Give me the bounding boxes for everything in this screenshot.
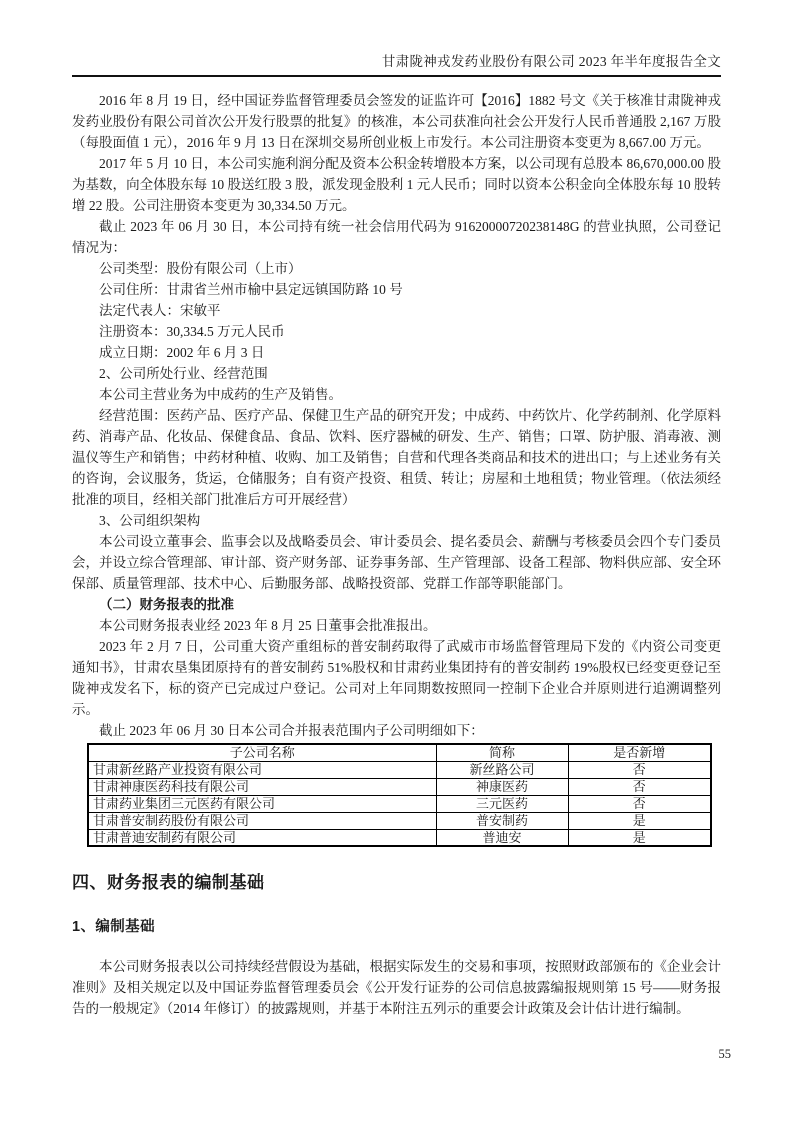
paragraph-restructuring: 2023 年 2 月 7 日，公司重大资产重组标的普安制药取得了武威市市场监督管理局下发的《内资公司变更通知书》，甘肃农垦集团原持有的普安制药 51%股权和甘肃药业集团持有的普安制药 19%股权已经变更登记至陇神戎发名下，标的资产已完成过户登记。公司对上年同期数按照同一控制下企业合并原则进行追溯调整列示。: [72, 639, 721, 717]
registration-item-founded: 成立日期：2002 年 6 月 3 日: [99, 345, 265, 360]
paragraph-dividend: 2017 年 5 月 10 日，本公司实施利润分配及资本公积金转增股本方案，以公司现有总股本 86,670,000.00 股为基数，向全体股东每 10 股送红股 3 股，派发现金股利 1 元人民币；同时以资本公积金向全体股东每 10 股转增 22 股。公司注册资本变更为 30,334.50 万元。: [72, 156, 721, 213]
registration-item-type: 公司类型：股份有限公司（上市）: [99, 261, 302, 276]
subsidiary-is-new: 是: [568, 812, 711, 829]
table-row: [88, 778, 711, 795]
header-divider: [72, 75, 721, 77]
subsidiary-short-name: 神康医药: [436, 778, 568, 795]
subsidiary-is-new: 是: [568, 829, 711, 846]
subsidiary-name: 甘肃普安制药股份有限公司: [88, 812, 436, 829]
page-number: 55: [718, 1047, 731, 1061]
paragraph-business-scope: 经营范围：医药产品、医疗产品、保健卫生产品的研究开发；中成药、中药饮片、化学药制剂、化学原料药、消毒产品、化妆品、保健食品、食品、饮料、医疗器械的研发、生产、销售；口罩、防护服、消毒液、测温仪等生产和销售；中药材种植、收购、加工及销售；自营和代理各类商品和技术的进出口；与上述业务有关的咨询，会议服务，货运，仓储服务；自有资产投资、租赁、转让；房屋和土地租赁；物业管理。（依法须经批准的项目，经相关部门批准后方可开展经营）: [72, 408, 721, 507]
table-row: [88, 829, 711, 846]
document-body: [72, 90, 721, 1019]
subsidiary-is-new: 否: [568, 778, 711, 795]
table-header-row: [88, 744, 711, 761]
registration-item-capital: 注册资本：30,334.5 万元人民币: [99, 324, 285, 339]
table-row: [88, 795, 711, 812]
registration-item-address: 公司住所：甘肃省兰州市榆中县定远镇国防路 10 号: [99, 282, 403, 297]
paragraph-preparation-basis: 本公司财务报表以公司持续经营假设为基础，根据实际发生的交易和事项，按照财政部颁布的《企业会计准则》及相关规定以及中国证券监督管理委员会《公开发行证券的公司信息披露编报规则第 15 号——财务报告的一般规定》（2014 年修订）的披露规则，并基于本附注五列示的重要会计政策及会计估计进行编制。: [72, 959, 721, 1016]
industry-section-heading: 2、公司所处行业、经营范围: [99, 366, 268, 381]
subsidiary-short-name: 三元医药: [436, 795, 568, 812]
org-section-heading: 3、公司组织架构: [99, 513, 201, 528]
paragraph-ipo: 2016 年 8 月 19 日，经中国证券监督管理委员会签发的证监许可【2016】1882 号文《关于核准甘肃陇神戎发药业股份有限公司首次公开发行股票的批复》的核准，本公司获准向社会公开发行人民币普通股 2,167 万股（每股面值 1 元），2016 年 9 月 13 日在深圳交易所创业板上市发行。本公司注册资本变更为 8,667.00 万元。: [72, 93, 721, 150]
subsidiaries-table: [87, 743, 712, 847]
paragraph-org-structure: 本公司设立董事会、监事会以及战略委员会、审计委员会、提名委员会、薪酬与考核委员会四个专门委员会，并设立综合管理部、审计部、资产财务部、证券事务部、生产管理部、设备工程部、物料供应部、安全环保部、质量管理部、技术中心、后勤服务部、战略投资部、党群工作部等职能部门。: [72, 534, 721, 591]
report-title: 甘肃陇神戎发药业股份有限公司 2023 年半年度报告全文: [381, 54, 721, 69]
subsidiary-short-name: 普安制药: [436, 812, 568, 829]
basis-subsection-heading: 1、编制基础: [72, 919, 155, 935]
paragraph-subsidiaries-intro: 截止 2023 年 06 月 30 日本公司合并报表范围内子公司明细如下：: [99, 723, 484, 738]
page-header: [72, 53, 721, 77]
paragraph-approval: 本公司财务报表业经 2023 年 8 月 25 日董事会批准报出。: [99, 618, 437, 633]
subsidiary-name: 甘肃新丝路产业投资有限公司: [88, 761, 436, 778]
registration-item-legal-rep: 法定代表人：宋敏平: [99, 303, 221, 318]
subsidiary-is-new: 否: [568, 795, 711, 812]
subsidiary-short-name: 普迪安: [436, 829, 568, 846]
subsidiary-short-name: 新丝路公司: [436, 761, 568, 778]
table-row: [88, 812, 711, 829]
column-header-is-new: 是否新增: [568, 744, 711, 761]
paragraph-main-business: 本公司主营业务为中成药的生产及销售。: [99, 387, 342, 402]
column-header-subsidiary-name: 子公司名称: [88, 744, 436, 761]
subsidiary-name: 甘肃神康医药科技有限公司: [88, 778, 436, 795]
approval-section-heading: （二）财务报表的批准: [99, 597, 234, 612]
basis-section-heading: 四、财务报表的编制基础: [72, 873, 265, 892]
subsidiary-name: 甘肃普迪安制药有限公司: [88, 829, 436, 846]
subsidiary-is-new: 否: [568, 761, 711, 778]
paragraph-license: 截止 2023 年 06 月 30 日，本公司持有统一社会信用代码为 91620000720238148G 的营业执照，公司登记情况为：: [72, 219, 721, 255]
column-header-short-name: 简称: [436, 744, 568, 761]
table-row: [88, 761, 711, 778]
subsidiary-name: 甘肃药业集团三元医药有限公司: [88, 795, 436, 812]
